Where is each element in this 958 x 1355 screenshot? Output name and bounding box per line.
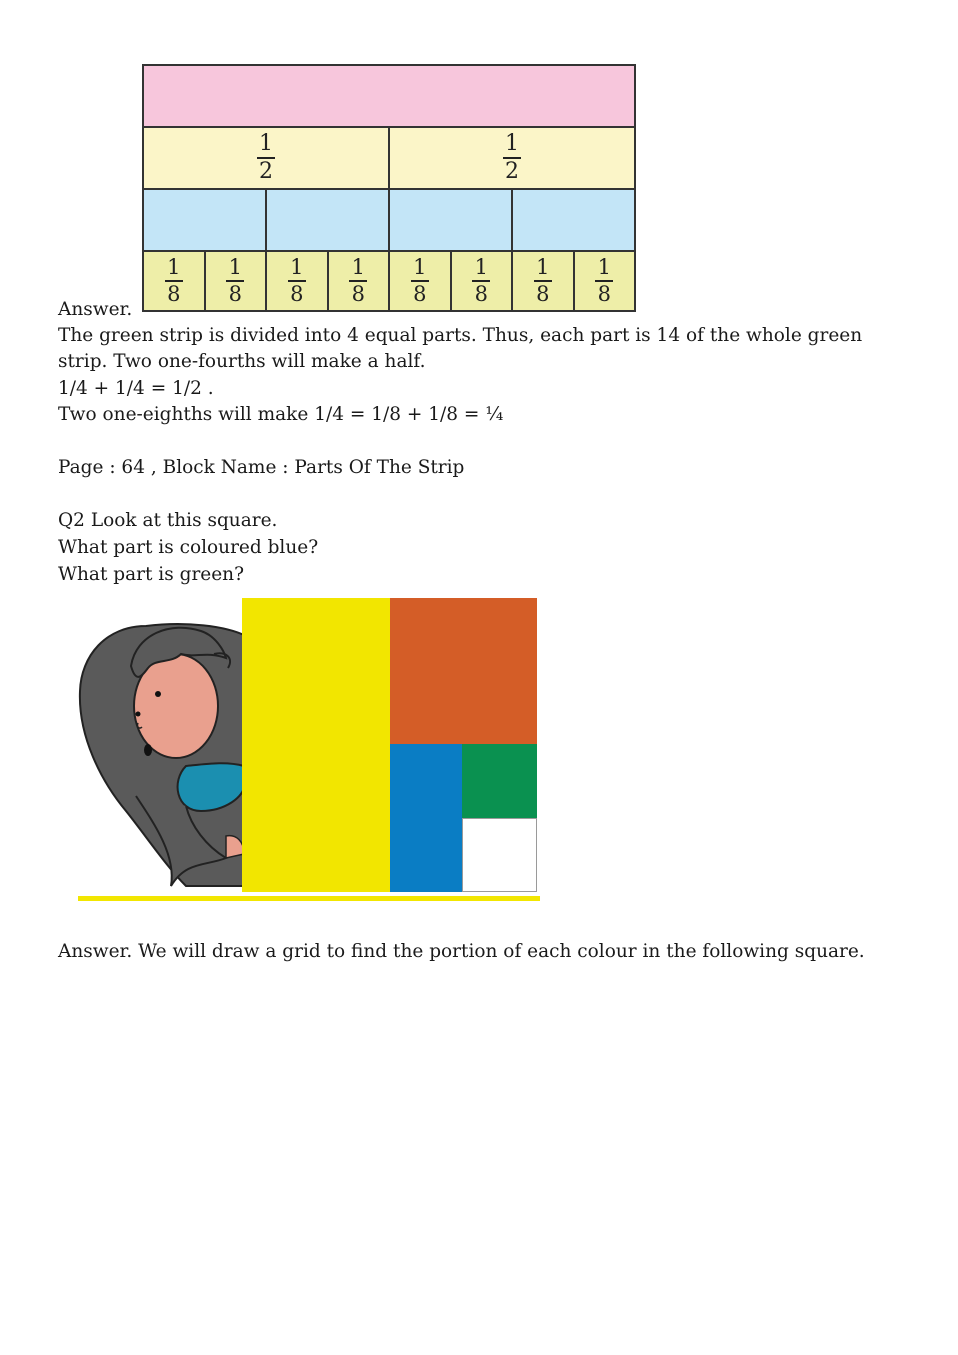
blue-region	[390, 744, 462, 892]
strip-cell-eighth	[452, 252, 514, 310]
answer-grid-intro: Answer. We will draw a grid to find the portion of each colour in the following square.	[58, 941, 865, 962]
fraction-label: $\frac{1}{8}$	[165, 257, 183, 305]
strip-cell-fourth	[267, 190, 390, 250]
strip-cell-fourth	[390, 190, 513, 250]
answer-eighths: Two one-eighths will make 1/4 = 1/8 + 1/8 = ¼	[58, 404, 504, 425]
question-line: What part is coloured blue?	[58, 537, 319, 558]
strip-whole-pink	[144, 66, 634, 128]
question-title: Q2 Look at this square.	[58, 510, 278, 531]
fraction-label: $\frac{1}{8}$	[226, 257, 244, 305]
girl-illustration	[76, 596, 256, 906]
answer-paragraph: The green strip is divided into 4 equal parts. Thus, each part is 14 of the whole green strip. Two one-fourths will make a half.	[58, 325, 863, 372]
strip-cell-eighth	[267, 252, 329, 310]
fraction-label: $\frac{1}{8}$	[411, 257, 429, 305]
green-region	[462, 744, 537, 818]
fraction-label: $\frac{1}{8}$	[472, 257, 490, 305]
strip-cell-eighth	[329, 252, 391, 310]
strip-halves	[144, 128, 634, 190]
strip-cell-fourth	[513, 190, 634, 250]
strip-cell-eighth	[390, 252, 452, 310]
answer-equation: 1/4 + 1/4 = 1/2 .	[58, 378, 214, 399]
strip-cell	[144, 66, 634, 126]
ground-line	[78, 896, 540, 901]
strip-cell-eighth	[513, 252, 575, 310]
fraction-label: $\frac{1}{8}$	[534, 257, 552, 305]
strip-cell-eighth	[575, 252, 635, 310]
fraction-label: $\frac{1}{8}$	[349, 257, 367, 305]
strip-cell-fourth	[144, 190, 267, 250]
colored-square-figure	[76, 596, 542, 906]
fraction-label: $\frac{1}{2}$	[259, 131, 273, 184]
yellow-region	[242, 598, 390, 892]
strip-fourths	[144, 190, 634, 252]
strip-cell-eighth	[144, 252, 206, 310]
strip-cell-half	[144, 128, 390, 188]
question-line: What part is green?	[58, 564, 245, 585]
strip-cell-eighth	[206, 252, 268, 310]
fraction-strips-figure	[142, 64, 636, 312]
fraction-label: $\frac{1}{8}$	[288, 257, 306, 305]
strip-cell-half	[390, 128, 634, 188]
white-region	[462, 818, 537, 892]
fraction-label: $\frac{1}{8}$	[595, 257, 613, 305]
fraction-label: $\frac{1}{2}$	[505, 131, 519, 184]
orange-region	[390, 598, 537, 744]
strip-eighths	[144, 252, 634, 310]
page-reference: Page : 64 , Block Name : Parts Of The Strip	[58, 457, 465, 478]
answer-label: Answer.	[58, 299, 133, 320]
